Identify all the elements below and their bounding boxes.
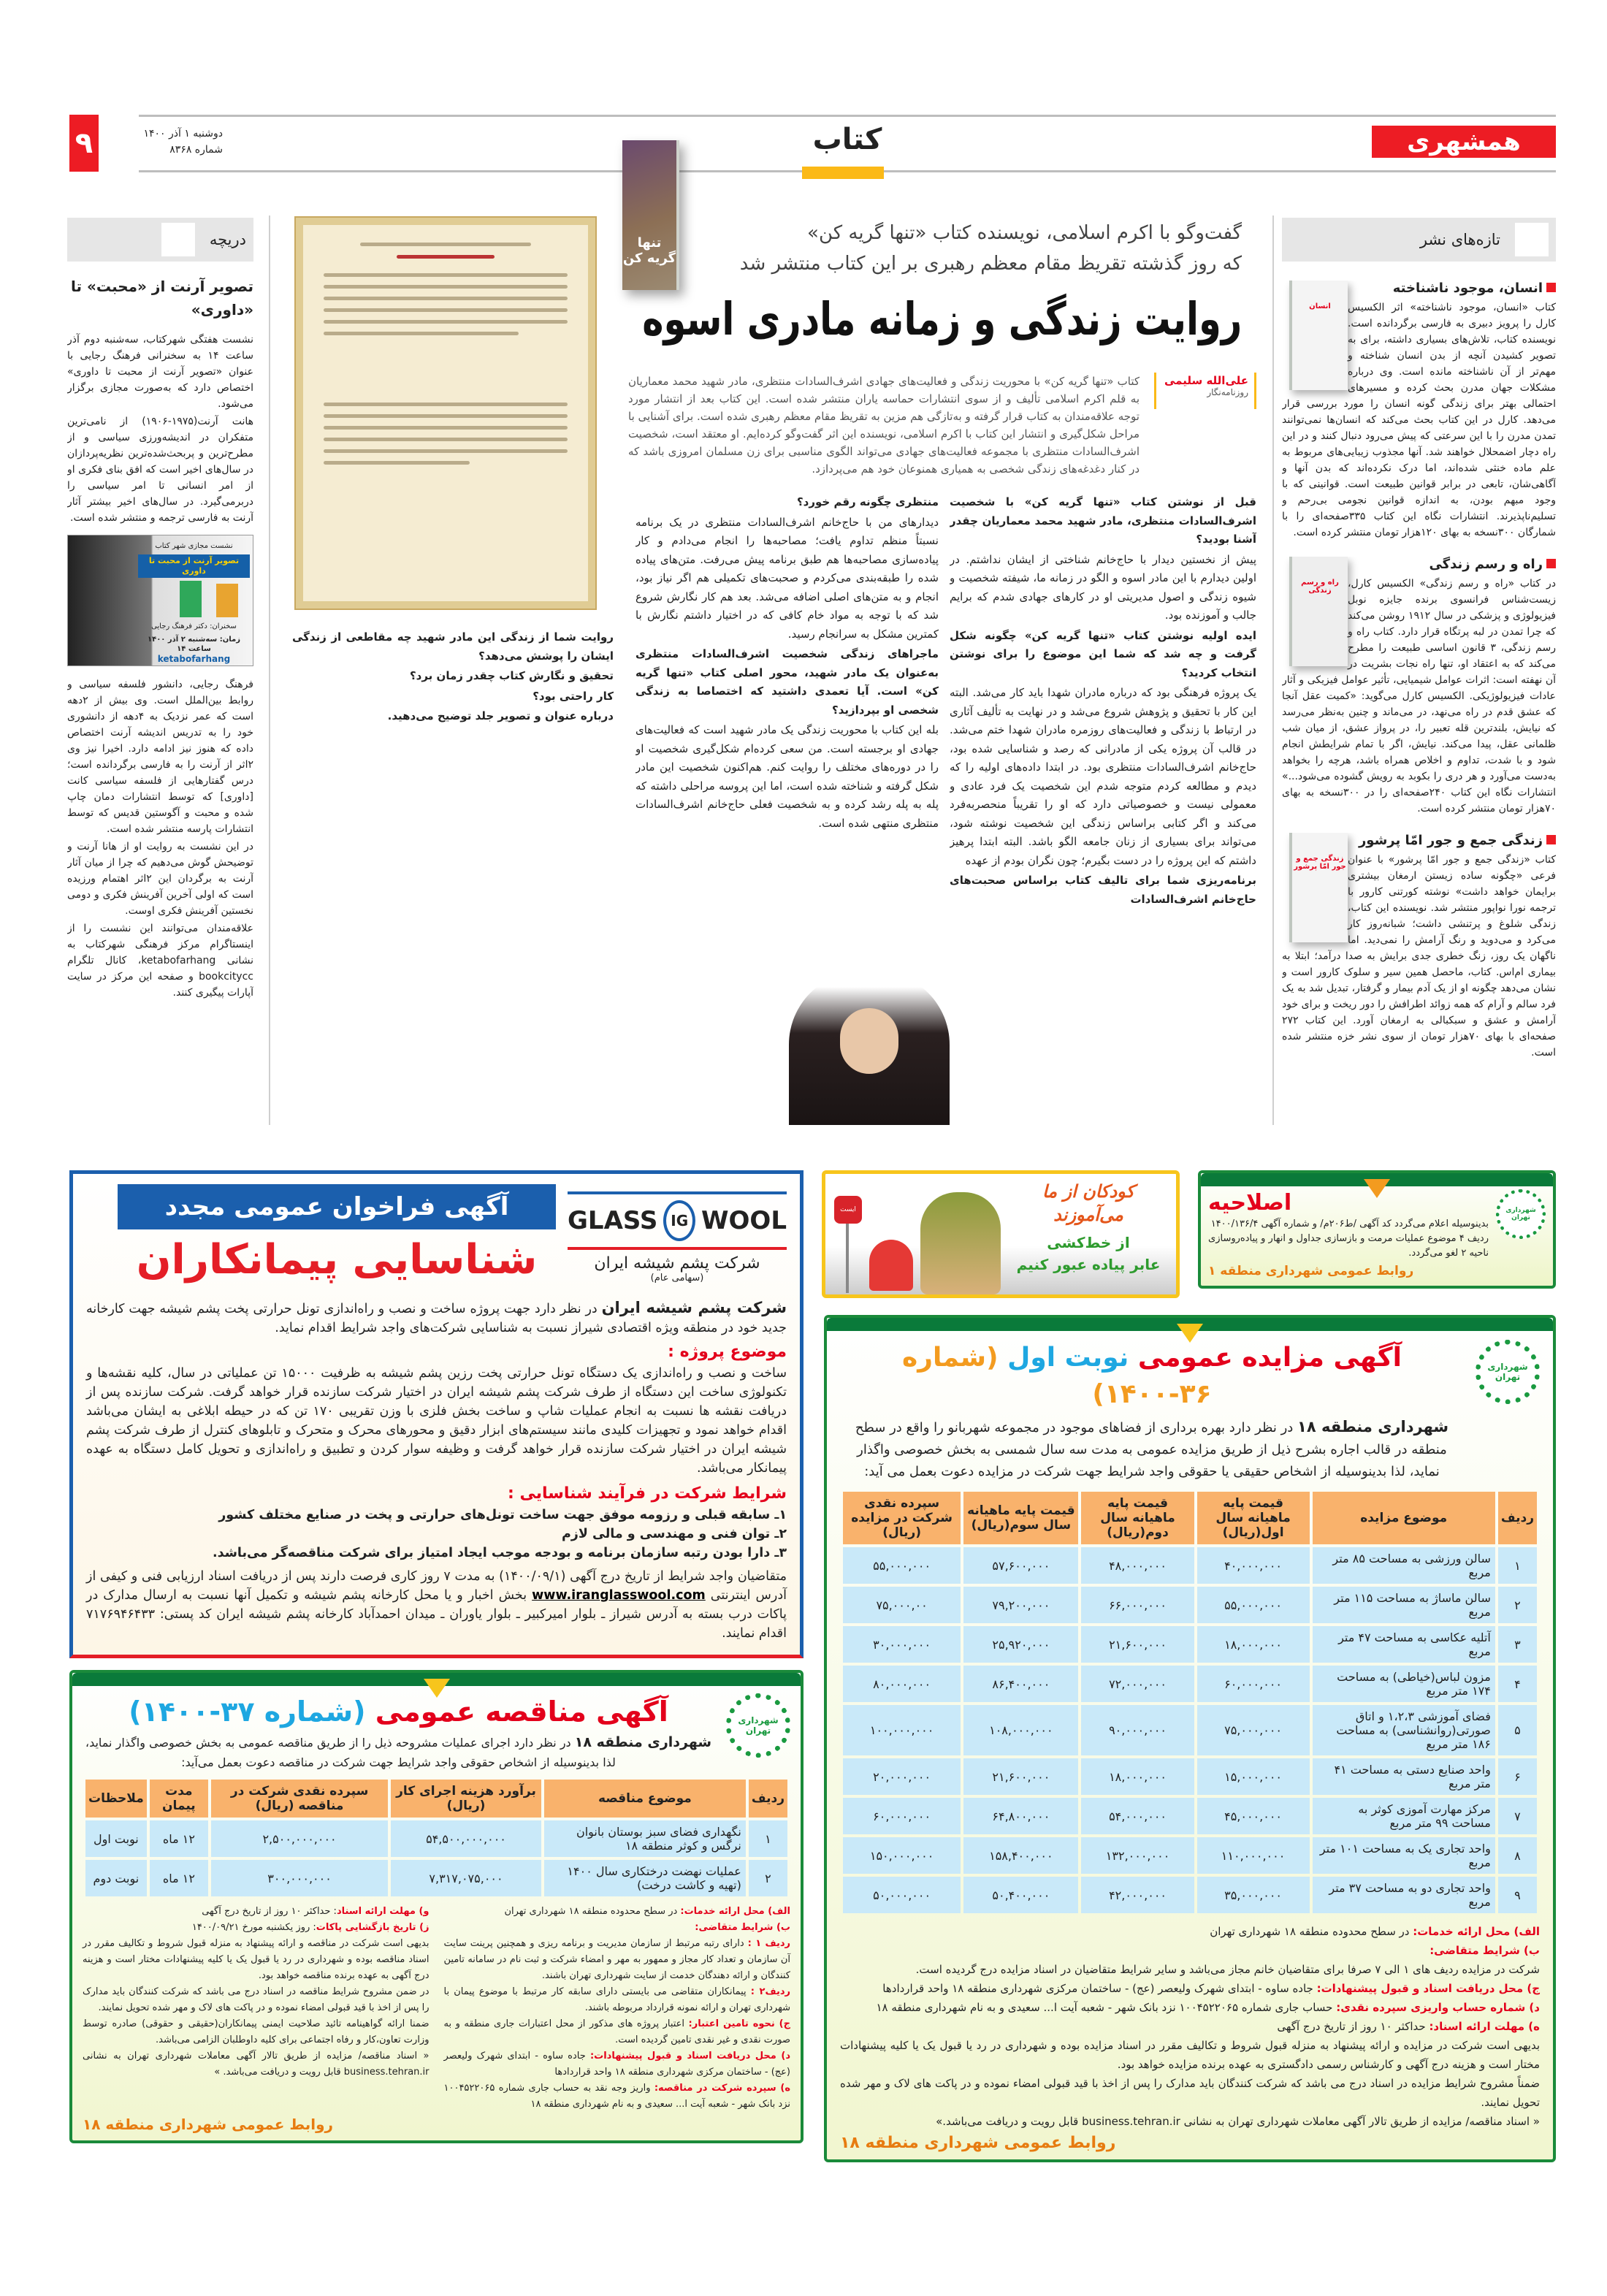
tender-header <box>83 1693 790 1772</box>
term-label: ه) سپرده شرکت در مناقصه: <box>654 2083 791 2094</box>
column-header: موضوع مناقصه <box>544 1780 746 1818</box>
auction-ad <box>824 1315 1556 2162</box>
book-cover-image <box>622 140 679 290</box>
tender-table <box>83 1777 790 1899</box>
book-cover-image <box>1289 833 1348 942</box>
column-header: موضوع مزایده <box>1313 1492 1495 1544</box>
title-part: (شماره ۳۶-۱۴۰۰) <box>902 1343 1212 1409</box>
interview-answer: یک پروژه فرهنگی بود که درباره مادران شهدا باید کار می‌شد. البته این کار با تحقیق و پژوهش شروع می‌شد و در نهایت به تألیف آثاری در ارتباط با زندگی و فعالیت‌های روزمره مادران شهدا ختم می‌شد. در قالب آن پروژه یکی از مادرانی که رصد و شناسایی شده بود، حاج‌خانم اشرف‌السادات منتظری بود. در ابتدا داده‌های اولیه را که دیدم و مطالعه کردم متوجه شدم این شخصیت یک فرد عادی و معمولی نیست و خصوصیاتی دارد که او را تقریباً منحصربه‌فرد می‌کند و اگر کتابی براساس زندگی این شخصیت نوشته شود، می‌تواند برای بسیاری از زنان جامعه الگو باشد. البته ابتدا پرهیز داشتم که این پروژه را در دست بگیرم؛ چون نگران بودم از عهده <box>950 686 1256 867</box>
title-part: آگهی مزایده عمومی <box>1137 1343 1402 1373</box>
term-label: د) شماره حساب واریزی سپرده نقدی: <box>1336 2001 1540 2014</box>
poster-title: تصویر آرنت از محبت تا داوری <box>138 554 250 578</box>
interview-question: کار راحتی بود؟ <box>533 689 614 703</box>
table-row <box>843 1547 1537 1584</box>
table-cell: نوبت دوم <box>85 1860 147 1896</box>
glass-ad-title-block <box>118 1184 556 1291</box>
table-cell: ۱۲ ماه <box>150 1860 208 1896</box>
kicker-line-2: که روز گذشته تقریظ مقام معظم رهبری بر این کتاب منتشر شد <box>739 253 1242 275</box>
table-cell: ۱۱۰,۰۰۰,۰۰۰ <box>1197 1837 1310 1874</box>
term-label: ب) شرایط متقاضی: <box>695 1922 790 1933</box>
auction-title <box>840 1340 1464 1413</box>
table-cell: ۴۰,۰۰۰,۰۰۰ <box>1197 1547 1310 1584</box>
column-header: ردیف <box>749 1780 787 1818</box>
glass-wool-logo <box>568 1191 787 1284</box>
table-cell: ۷ <box>1498 1798 1537 1834</box>
window-story-body <box>67 332 253 526</box>
conditions-list <box>86 1506 787 1563</box>
term-text: دارای رتبه مرتبط از سازمان مدیریت و برنامه ریزی و همچنین پرینت سایت آن سازمان و تعداد کار مجاز و ممهور به مهر و امضاء شرکت و ثبت نام در سامانه تامین کنندگان و ارائه دهندگان خدمت از سایت شهرداری تهران باشند. <box>443 1938 790 1981</box>
header-square-icon <box>1515 223 1549 256</box>
issue-date: دوشنبه ۱ آذر ۱۴۰۰ <box>143 128 223 140</box>
term-label: ب) شرایط متقاضی: <box>1429 1944 1540 1957</box>
term-item <box>840 2074 1540 2112</box>
book-description: کتاب «زندگی جمع و جور امّا پرشور» با عنوان فرعی «چگونه ساده زیستن ارمغان بیشتری برایمان خواهد داشت» نوشته کورتنی کارور با ترجمه نورا نواپور منتشر شد. نویسنده این کتاب، زندگی شلوغ و پرتنشی داشت؛ شبانه‌روز کار می‌کرد و می‌دوید و رنگ آرامش را نمی‌دید. اما ناگهان یک روز، زنگ خطری جدی برایش به صدا درآمد؛ ابتلا به بیماری ام‌اس. کتاب، ماحصل همین سیر و سلوک کارور است و نشان می‌دهد چگونه او از یک آدم بیمار و گرفتار، تبدیل شد به یک فرد سالم و آرام که همه زوائد اطرافش را دور ریخت و برای خود آرامش و عشق و سبکبالی به ارمغان آورد. این کتاب ۲۷۲ صفحه‌ای با بهای ۷۰هزار تومان از سوی نشر خزه منتشر شده است. <box>1282 854 1556 1059</box>
table-cell: ۳۰,۰۰۰,۰۰۰ <box>843 1626 961 1663</box>
term-item <box>83 1904 430 1920</box>
term-item <box>444 1904 791 1920</box>
page-number: ۹ <box>69 115 99 172</box>
term-label: د) محل دریافت اسناد و قبول پیشنهادات: <box>589 2051 790 2062</box>
table-cell: ۶۶,۰۰۰,۰۰۰ <box>1081 1587 1194 1623</box>
book-title[interactable]: زندگی جمع و جور امّا پرشور <box>1282 833 1556 849</box>
child-illustration <box>869 1240 913 1291</box>
window-box <box>67 218 253 1125</box>
column-header: سپرده نقدی شرکت در مزایده (ریال) <box>843 1492 961 1544</box>
table-cell: ۲,۵۰۰,۰۰۰,۰۰۰ <box>211 1820 388 1857</box>
term-item <box>840 1922 1540 1941</box>
poster-book-2 <box>180 581 202 617</box>
term-item <box>83 1936 430 1984</box>
table-cell: ۵۰,۴۰۰,۰۰۰ <box>963 1877 1078 1913</box>
book-cover-title: تنها گریه کن <box>622 235 676 266</box>
tender-terms <box>83 1904 790 2113</box>
condition-item: ۱ـ سابقه قبلی و رزومه موفق جهت ساخت تونل‌های حرارتی و پخت در صنایع مختلف کشور <box>218 1508 787 1522</box>
article-lead: کتاب «تنها گریه کن» با محوریت زندگی و فعالیت‌های جهادی اشرف‌السادات منتظری، مادر شهید محمد معماریان به قلم اکرم اسلامی تألیف و از سوی انتشارات حماسه یاران منتشر شده است. این کتاب بعد از انتشار مورد توجه علاقه‌مندان به کتاب قرار گرفته و به‌تازگی هم مزین به تقریظ مقام معظم رهبری شده است. برای آشنایی با مراحل شکل‌گیری و انتشار این کتاب با اکرم اسلامی، نویسنده این اثر گفت‌وگو کرده‌ایم. او معتقد است، شخصیت اشرف‌السادات منتظری با مجموعه فعالیت‌های جهادی می‌تواند الگوی مناسبی برای زن مسلمان امروزی باشد که در کنار دغدغه‌های زندگی شخصی به همیاری همنوعان خود هم می‌پردازد. <box>628 375 1140 476</box>
tender-intro <box>83 1733 714 1772</box>
municipality-seal-icon: شهرداری تهران <box>1496 1189 1546 1239</box>
intro-company: شرکت پشم شیشه ایران <box>601 1299 787 1316</box>
new-book-item <box>1282 281 1556 541</box>
table-cell: ۷۵,۰۰۰,۰۰۰ <box>1197 1705 1310 1755</box>
poster-time: زمان: سه‌شنبه ۲ آذر ۱۴۰۰ ساعت ۱۴ <box>148 636 240 653</box>
header-top-rule <box>139 115 1556 117</box>
paragraph: فرهنگ رجایی، دانشور فلسفه سیاسی و روابط بین‌الملل است. وی بیش از ۲دهه است که عمر نزدیک به ۴دهه از دانشوری خود را به تدریس اندیشه آرنت اختصاص داده که هنوز نیز ادامه دارد. اخیرا نیز وی ۲اثر از آرنت را به فارسی برگردانده است؛ درس گفتارهایی از فلسفه سیاسی کانت [داوری] که توسط انتشارات دمان چاپ شده و محبت و آگوستین قدیس که توسط انتشارات پارسه منتشر شده است. <box>67 679 253 835</box>
column-header: ملاحظات <box>85 1780 147 1818</box>
table-cell: سالن ماساژ به مساحت ۱۱۵ متر مربع <box>1313 1587 1495 1623</box>
article-headline-wrap <box>628 286 1242 356</box>
term-text: در سطح محدوده منطقه ۱۸ شهرداری تهران <box>1210 1925 1413 1938</box>
table-row <box>85 1860 787 1896</box>
term-item <box>840 1998 1540 2017</box>
paragraph: نشست هفتگی شهرکتاب، سه‌شنبه دوم آذر ساعت ۱۴ به سخنرانی فرهنگ رجایی با عنوان «تصویر آرنت از محبت تا داوری» اختصاص دارد که به‌صورت مجازی برگزار می‌شود. <box>67 334 253 410</box>
term-item <box>840 1941 1540 1960</box>
sign-pole <box>846 1224 849 1293</box>
ad-footer: روابط عمومی شهرداری منطقه ۱۸ <box>83 2116 334 2133</box>
poster-book-1 <box>216 584 238 617</box>
new-book-item <box>1282 557 1556 817</box>
new-books-box <box>1282 218 1556 1125</box>
municipality-seal-icon: شهرداری تهران <box>1476 1340 1540 1404</box>
company-type: (سهامی عام) <box>650 1273 704 1284</box>
table-cell: ۱۵,۰۰۰,۰۰۰ <box>1197 1758 1310 1795</box>
book-description: در کتاب «راه و رسم زندگی» الکسیس کارل، زیست‌شناس فرانسوی برنده جایزه نوبل فیزیولوژی و پزشکی در سال ۱۹۱۲ روشن می‌کند که چرا تمدن در لبه پرتگاه قرار دارد. کتاب راه و رسم زندگی، ۳ قانون اساسی طبیعت را مطرح می‌کند که به اعتقاد او، تنها راه نجات بشریت در آن نهفته است: اثرات عوامل شیمیایی، تأثیر عوامل فیزیکی و آثار عادات فیزیولوژیکی. الکسیس کارل می‌گوید: «کمیت عقل آنجا که عشق قدم در راه می‌نهد، در می‌ماند و چنین به‌نظر می‌رسد که نیایش، بلندترین قله تعبیر را، در پرواز عشق، از میان شب ظلمانی عقل، پیدا می‌کند. نیایش، اگر با تمام شرایطش انجام شود و با شدت، تداوم و اخلاص همراه باشد، هرچه را بخواهد به‌دست می‌آورد و هر دری را بکوبد به رویش گشوده می‌شود...» انتشارات نگاه این کتاب ۲۴۰صفحه‌ای را در ۳۰۰نسخه به بهای ۷۰هزار تومان منتشر کرده است. <box>1282 578 1556 815</box>
intro-text: در نظر دارد اجرای عملیات مشروحه ذیل را از طریق مناقصه عمومی به بخش خصوصی واگذار نماید، لذا بدینوسیله از اشخاص حقوقی واجد شرایط جهت شرکت در مناقصه دعوت بعمل می‌آید: <box>85 1736 616 1769</box>
term-text: حساب جاری شماره ۱۰۰۴۵۲۲۰۶۵ نزد بانک شهر - شعبه آیت ا... سعیدی و به نام شهرداری منطقه ۱۸ <box>876 2001 1337 2014</box>
term-text: پیمانکاران متقاضی می بایستی دارای سابقه کار مرتبط با موضوع پیمان با شهرداری تهران و ارائه نمونه قرارداد مربوطه باشند. <box>443 1986 790 2013</box>
table-row <box>843 1758 1537 1795</box>
article-column-1 <box>950 493 1256 1125</box>
term-label: ج) نحوه تامین اعتبار: <box>688 2018 790 2029</box>
table-cell: واحد تجاری دو به مساحت ۳۷ متر مربع <box>1313 1877 1495 1913</box>
term-label: ه) مهلت ارائه اسناد: <box>1429 2020 1540 2033</box>
closing-text: متقاضیان واجد شرایط از تاریخ درج آگهی (۱۴۰۰/۰۹/۱) به مدت ۷ روز کاری فرصت دارند پس از دریافت اسناد ارزیابی فنی و کیفی از آدرس اینترنتی <box>86 1569 787 1603</box>
term-item <box>444 1984 791 2016</box>
face-shape <box>840 1008 898 1074</box>
term-label: ج) محل دریافت اسناد و قبول پیشنهادات: <box>1316 1982 1540 1995</box>
table-cell: ۱۸,۰۰۰,۰۰۰ <box>1197 1626 1310 1663</box>
ad-footer: روابط عمومی شهرداری منطقه ۱ <box>1208 1264 1414 1278</box>
glass-ad-header <box>86 1184 787 1291</box>
table-cell: ۳۰۰,۰۰۰,۰۰۰ <box>211 1860 388 1896</box>
book-cover-title: انسان <box>1309 302 1331 310</box>
table-row <box>85 1820 787 1857</box>
table-cell: ۶۴,۸۰۰,۰۰۰ <box>963 1798 1078 1834</box>
poster-speaker: سخنران: دکتر فرهنگ رجایی <box>151 622 237 630</box>
book-cover-title: راه و رسم زندگی <box>1301 579 1339 595</box>
interview-question: منتظری چگونه رقم خورد؟ <box>796 495 939 508</box>
column-divider <box>269 216 270 1125</box>
table-cell: ۱۸,۰۰۰,۰۰۰ <box>1081 1758 1194 1795</box>
term-item <box>444 2016 791 2048</box>
table-cell: ۱۰۰,۰۰۰,۰۰۰ <box>843 1705 961 1755</box>
book-cover-image <box>1289 557 1348 666</box>
term-item <box>444 2048 791 2080</box>
term-text: در ضمن مشروح شرایط مناقصه در اسناد درج می باشد که شرکت کنندگان باید مدارک را پس از اخذ با قید قبولی امضاء نموده و در پاکت های لاک و مهر شده تحویل نمایند. <box>83 1986 430 2013</box>
paragraph: در این نشست به روایت او از هانا آرنت و توضیحش گوش می‌دهیم که چرا از میان آثار آرنت به برگردان این ۲اثر اهتمام ورزیده است که اولی آخرین آفرینش فکری و دومی نخستین آفرینش فکری اوست. <box>67 841 253 917</box>
tender-ad <box>69 1670 804 2143</box>
parent-illustration <box>920 1192 1001 1294</box>
term-item <box>83 1920 430 1936</box>
interview-question: برنامه‌ریزی شما برای تالیف کتاب براساس صحبت‌های حاج‌خانم اشرف‌السادات <box>950 874 1256 906</box>
table-cell: ۴۵,۰۰۰,۰۰۰ <box>1197 1798 1310 1834</box>
table-cell: ۷,۳۱۷,۰۷۵,۰۰۰ <box>391 1860 541 1896</box>
ad-text <box>1008 1180 1169 1275</box>
table-cell: ۸۶,۴۰۰,۰۰۰ <box>963 1666 1078 1702</box>
term-item <box>840 2036 1540 2074</box>
triangle-marker-icon <box>1177 1324 1203 1343</box>
term-item <box>840 2112 1540 2131</box>
conditions-heading: شرایط شرکت در فرآیند شناسایی : <box>507 1484 787 1503</box>
column-header: قیمت پایه ماهیانه سال اول(ریال) <box>1197 1492 1310 1544</box>
table-cell: ۵۵,۰۰۰,۰۰۰ <box>1197 1587 1310 1623</box>
term-text: بدیهی است شرکت در مزایده و ارائه پیشنهاد به منزله قبول شروط و تکالیف مقرر در اسناد مزایده بوده و شهرداری در رد یا قبول یک یا کلیه پیشنهادات مختار است و هزینه درج آگهی و کارشناس رسمی دادگستری به عهده برنده مزایده خواهد بود. <box>840 2039 1540 2071</box>
kicker-line-1: گفت‌وگو با اکرم اسلامی، نویسنده کتاب «تنها گریه کن» <box>807 222 1242 244</box>
table-cell: ۴۲,۰۰۰,۰۰۰ <box>1081 1877 1194 1913</box>
table-cell: ۱۳۲,۰۰۰,۰۰۰ <box>1081 1837 1194 1874</box>
auction-intro <box>840 1416 1464 1483</box>
interview-answer: پیش از نخستین دیدار با حاج‌خانم شناختی از ایشان نداشتم. در اولین دیدارم با این مادر اسوه و الگو در زمانه ما، شیفته شخصیت و شیوه زندگی و اصول مدیریتی او در کارهای جهادی شدم که برایم جالب و آموزنده بود. <box>950 552 1256 622</box>
article-column-2 <box>635 493 939 968</box>
book-cover-image <box>1289 281 1348 390</box>
interview-question: قبل از نوشتن کتاب «تنها گریه کن» با شخصیت اشرف‌السادات منتظری، مادر شهید محمد معماریان چقدر آشنا بودید؟ <box>950 495 1256 546</box>
ad-title: اصلاحیه <box>1208 1190 1292 1216</box>
table-row <box>843 1798 1537 1834</box>
article-headline: روایت زندگی و زمانه مادری اسوه <box>641 292 1242 346</box>
table-cell: عملیات نهضت درختکاری سال ۱۴۰۰ (تهیه و کاشت درخت) <box>544 1860 746 1896</box>
term-label: ز) تاریخ بازگشایی پاکات <box>316 1922 430 1933</box>
left-ad-stack <box>69 1170 804 2143</box>
tender-terms-left <box>83 1904 430 2113</box>
table-cell: ۴۸,۰۰۰,۰۰۰ <box>1081 1547 1194 1584</box>
article-column-3 <box>292 628 614 1125</box>
intro-text: در نظر دارد جهت پروژه ساخت و نصب و راه‌اندازی تونل حرارتی پخت پشم شیشه جهت کارخانه جدید خود در منطقه ویژه اقتصادی شیراز نسبت به شناسایی شرکت‌های واجد شرایط اقدام نماید. <box>86 1302 787 1335</box>
term-text: « اسناد مناقصه/ مزایده از طریق تالار آگهی معاملات شهرداری تهران به نشانی business.tehran.ir قابل رویت و دریافت می‌باشد.» <box>936 2115 1540 2128</box>
table-cell: واحد صنایع دستی به مساحت ۴۱ متر مربع <box>1313 1758 1495 1795</box>
term-label: الف) محل ارائه خدمات: <box>680 1906 790 1917</box>
intro-bold: شهرداری منطقه ۱۸ <box>574 1734 712 1750</box>
term-item <box>840 2017 1540 2036</box>
interview-question: تحقیق و نگارش کتاب چقدر زمان برد؟ <box>409 669 614 682</box>
section-accent-bar <box>802 167 884 179</box>
table-cell: نگهداری فضای سبز بوستان بانوان نرگس و کوثر منطقه ۱۸ <box>544 1820 746 1857</box>
logo-text-glass: GLASS <box>568 1206 658 1235</box>
table-cell: سالن ورزشی به مساحت ۸۵ متر مربع <box>1313 1547 1495 1584</box>
interview-question: ایده اولیه نوشتن کتاب «تنها گریه کن» چگونه شکل گرفت و چه شد که شما این موضوع را برای نوشتن انتخاب کردید؟ <box>950 628 1256 679</box>
table-cell: ۳ <box>1498 1626 1537 1663</box>
table-cell: ۷۲,۰۰۰,۰۰۰ <box>1081 1666 1194 1702</box>
table-cell: ۱۲ ماه <box>150 1820 208 1857</box>
table-cell: ۹۰,۰۰۰,۰۰۰ <box>1081 1705 1194 1755</box>
condition-item: ۳ـ دارا بودن رتبه سازمان برنامه و بودجه موجب ایجاد امتیاز برای شرکت مناقصه‌گر می‌باشد. <box>212 1546 787 1560</box>
triangle-marker-icon <box>1364 1179 1390 1198</box>
poster-instagram: ketabofarhang <box>157 654 231 664</box>
term-text: : روز یکشنبه مورخ ۱۴۰۰/۰۹/۲۱ <box>191 1922 316 1933</box>
table-cell: ۵۷,۶۰۰,۰۰۰ <box>963 1547 1078 1584</box>
interview-answer: بله این کتاب با محوریت زندگی یک مادر شهید است که فعالیت‌های جهادی او برجسته است. من سعی کرده‌ام شکل‌گیری شخصیت او را در دوره‌های مختلف را روایت کنم. هم‌اکنون شخصیت این مادر شکل گرفته و شناخته شده است، اما این پروسه مراحلی داشته که پله به پله رشد کرده و به شخصیت فعلی حاج‌خانم اشرف‌السادات منتظری منتهی شده است. <box>635 723 939 830</box>
window-story-body-2 <box>67 676 253 1001</box>
book-cover-title: زندگی جمع و جور امّا پرشور <box>1294 855 1346 871</box>
column-header: مدت پیمان <box>150 1780 208 1818</box>
company-website-link[interactable]: www.iranglasswool.com <box>532 1588 706 1603</box>
logo-text-wool: WOOL <box>701 1206 787 1235</box>
triangle-marker-icon <box>424 1679 450 1698</box>
term-text: اعتبار پروژه های مذکور از محل اعتبارات جاری منطقه و به صورت نقدی و غیر نقدی تامین گردیده است. <box>443 2018 790 2045</box>
table-cell: ۵۴,۵۰۰,۰۰۰,۰۰۰ <box>391 1820 541 1857</box>
term-label: ردیف ۱ : <box>747 1938 791 1949</box>
column-header: قیمت پایه ماهیانه سال سوم(ریال) <box>963 1492 1078 1544</box>
table-cell: ۸ <box>1498 1837 1537 1874</box>
section-title: کتاب <box>812 123 882 156</box>
table-cell: ۶۰,۰۰۰,۰۰۰ <box>843 1798 961 1834</box>
term-item <box>83 2048 430 2080</box>
ad-title: کودکان از ما می‌آموزند <box>1042 1181 1134 1225</box>
table-cell: ۵۰,۰۰۰,۰۰۰ <box>843 1877 961 1913</box>
window-story-title: تصویر آرنت از «محبت» تا «داوری» <box>71 278 253 319</box>
header-square-icon <box>161 223 195 256</box>
table-row <box>843 1837 1537 1874</box>
table-cell: ۶۰,۰۰۰,۰۰۰ <box>1197 1666 1310 1702</box>
term-text: جاده ساوه - ابتدای شهرک ولیعصر (عج) - ساختمان مرکزی شهرداری منطقه ۱۸ واحد قراردادها <box>882 1982 1317 1995</box>
ad-line: عابر پیاده عبور کنیم <box>1016 1256 1161 1273</box>
column-header: قیمت پایه ماهیانه سال دوم(ریال) <box>1081 1492 1194 1544</box>
table-cell: ۱۵۸,۴۰۰,۰۰۰ <box>963 1837 1078 1874</box>
ad-banner: آگهی فراخوان عمومی مجدد <box>118 1184 556 1229</box>
glass-wool-ad <box>69 1170 804 1658</box>
term-text: : حداکثر ۱۰ روز از تاریخ درج آگهی <box>202 1906 337 1917</box>
table-cell: واحد تجاری یک به مساحت ۱۰۱ متر مربع <box>1313 1837 1495 1874</box>
table-cell: ۹ <box>1498 1877 1537 1913</box>
term-text: ضمناً مشروح شرایط مزایده در اسناد درج می باشد که شرکت کنندگان باید مدارک را پس از اخذ با قید قبولی امضاء نموده و در پاکت های لاک و مهر شده تحویل نمایند. <box>840 2077 1540 2109</box>
table-cell: ۲ <box>1498 1587 1537 1623</box>
table-cell: ۵۴,۰۰۰,۰۰۰ <box>1081 1798 1194 1834</box>
ad-line: از خط‌کشی <box>1047 1234 1130 1251</box>
term-item <box>840 1979 1540 1998</box>
condition-item: ۲ـ توان فنی و مهندسی و مالی لازم <box>561 1527 787 1541</box>
table-cell: ۳۵,۰۰۰,۰۰۰ <box>1197 1877 1310 1913</box>
table-cell: فضای آموزشی ۱،۲،۳ و اتاق صورتی(روانشناسی) به مساحت ۱۸۶ متر مربع <box>1313 1705 1495 1755</box>
correction-body <box>1208 1189 1546 1261</box>
window-box-header <box>67 218 253 262</box>
tender-terms-right <box>444 1904 791 2113</box>
term-text: « اسناد مناقصه/ مزایده از طریق تالار آگهی معاملات شهرداری تهران به نشانی business.tehran.ir قابل رویت و دریافت می‌باشد. » <box>83 2051 430 2078</box>
auction-header <box>840 1340 1540 1483</box>
intro-text: در نظر دارد بهره برداری از فضاهای موجود در مجموعه شهربانو را واقع در سطح منطقه در قالب اجاره بشرح ذیل از طریق مزایده عمومی به مدت سه سال شمسی به بخش خصوصی واگذار نماید، لذا بدینوسیله از اشخاص حقیقی یا حقوقی واجد شرایط جهت شرکت در مزایده دعوت بعمل می آید: <box>855 1420 1447 1479</box>
term-text: در سطح محدوده منطقه ۱۸ شهرداری تهران <box>504 1906 681 1917</box>
term-label: ردیف۲ : <box>750 1986 790 1997</box>
term-label: الف) محل ارائه خدمات: <box>1413 1925 1540 1938</box>
table-header-row <box>85 1780 787 1818</box>
stop-sign-icon: ایست <box>834 1196 862 1224</box>
event-poster <box>67 535 253 666</box>
subject-text: ساخت و نصب و راه‌اندازی یک دستگاه تونل حرارتی پخت رزین پشم شیشه به ظرفیت ۱۵۰۰۰ تن عملیاتی در سال، کلیه نقشه‌ها و تکنولوژی ساخت این دستگاه از طرف شرکت پشم شیشه ایران در اختیار شرکت سازنده قرار خواهد گرفت. شرکت سازنده پس از دریافت نقشه ها نسبت به انجام عملیات شاپ و ساخت بخش فلزی با وزن تقریبی ۱۷۰ تن که در حیطه ابلاغی به ایشان می‌باشد اقدام خواهد نمود و تجهیزات کلیدی مانند سیستم‌های ابزار دقیق و محورهای محرک و متحرک و تابلوهای کنترل از طرف شرکت پشم شیشه ایران در اختیار شرکت سازنده قرار خواهد گرفت و وظیفه سوار کردن و تطبیق و راه‌اندازی و تحویل کامل دستگاه به عهده پیمانکار می‌باشد. <box>86 1366 787 1476</box>
new-books-title: تازه‌های نشر <box>1419 231 1500 248</box>
table-cell: ۱۵۰,۰۰۰,۰۰۰ <box>843 1837 961 1874</box>
poster-top: نشست مجازی شهر کتاب <box>155 542 233 550</box>
table-cell: مزون لباس(خیاطی) به مساحت ۱۷۴ متر مربع <box>1313 1666 1495 1702</box>
new-books-header <box>1282 218 1556 262</box>
table-cell: آتلیه عکاسی به مساحت ۴۷ متر مربع <box>1313 1626 1495 1663</box>
term-label: و) مهلت ارائه اسناد <box>336 1906 430 1917</box>
tender-title <box>83 1693 714 1730</box>
term-item <box>444 2080 791 2113</box>
table-cell: ۱ <box>749 1820 787 1857</box>
leader-endorsement-letter-image <box>296 218 595 609</box>
term-item <box>444 1920 791 1936</box>
traffic-safety-ad <box>822 1170 1180 1298</box>
interview-answer: دیدارهای من با حاج‌خانم اشرف‌السادات منتظری در یک برنامه نسبتاً منظم تداوم یافت؛ مصاحبه‌ها را انجام می‌دادم و کار پیاده‌سازی مصاحبه‌ها هم طبق برنامه پیش می‌رفت. متن‌های پیاده شده را طبقه‌بندی می‌کردم و صحبت‌های تکمیلی هم اگر نیاز بود، انجام و به متن‌های اصلی اضافه می‌شد. بعد هم کار نگارش شروع شد که با توجه به مواد خام کافی که در اختیار داشتم نگارش با کمترین مشکل به سرانجام رسید. <box>635 515 939 641</box>
table-cell: ۲۰,۰۰۰,۰۰۰ <box>843 1758 961 1795</box>
table-row <box>843 1705 1537 1755</box>
term-item <box>840 1960 1540 1979</box>
table-cell: نوبت اول <box>85 1820 147 1857</box>
table-cell: ۲ <box>749 1860 787 1896</box>
term-item <box>83 2016 430 2048</box>
table-row <box>843 1877 1537 1913</box>
table-header-row <box>843 1492 1537 1544</box>
new-book-item <box>1282 833 1556 1061</box>
term-text: ضمنا ارائه گواهینامه تائید صلاحیت ایمنی پیمانکاران(حقیقی و حقوقی) صادره توسط وزارت تعاون،کار و رفاه اجتماعی برای کلیه داوطلبان الزامی می‌باشد. <box>83 2018 430 2045</box>
column-header: سپرده نقدی شرکت در مناقصه (ریال) <box>211 1780 388 1818</box>
column-header: ردیف <box>1498 1492 1537 1544</box>
ad-text: بدینوسیله اعلام می‌گردد کد آگهی /ط۲۰۶م/ و شماره آگهی ۱۴۰۰/۱۳۶/۴ ردیف ۴ موضوع عملیات مرمت و بازسازی جداول و انهار و پیاده‌روسازی ناحیه ۲ لغو می‌گردد. <box>1208 1218 1489 1259</box>
interview-question: روایت شما از زندگی این مادر شهید چه مقاطعی از زندگی ایشان را پوشش می‌دهد؟ <box>292 630 614 663</box>
ad-title: شناسایی پیمانکاران <box>136 1236 538 1284</box>
newspaper-logo[interactable]: همشهری <box>1372 126 1556 158</box>
auction-terms <box>840 1922 1540 2131</box>
column-header: برآورد هزینه اجرای کار (ریال) <box>391 1780 541 1818</box>
book-description: کتاب «انسان، موجود ناشناخته» اثر الکسیس کارل را پرویز دبیری به فارسی برگردانده است. نویسنده کتاب، تلاش‌های بسیاری داشته، برای به تصویر کشیدن آنچه از بدن انسان شناخته و مهم‌تر از آن ناشناخته مانده است. وی درباره مشکلات جهان مدرن بحث کرده و مسیرهای احتمالی بهتر برای زندگی گونه انسان را مورد بررسی قرار می‌دهد. کارل در این کتاب بحث می‌کند که انسان‌ها نمی‌توانند تمدن مدرن را با این سرعتی که پیش می‌رود دنبال کنند و در این راه دچار اضمحلال خواهند شد. آنها مجذوب زیبایی‌های مربوط به علم ماده خنثی شده‌اند، اما درک نکرده‌اند که بدن آنها و آگاهی‌شان، تابعی در برابر قوانین طبیعت است. قوانینی که با وجود مبهم بودن، به اندازه قوانین نجومی بی‌رحم و تسلیم‌ناپذیرند. انتشارات نگاه این کتاب ۳۳۵صفحه‌ای را با شمارگان ۳۰۰نسخه به بهای ۱۲۰هزار تومان منتشر کرده است. <box>1282 302 1556 538</box>
title-part: (شماره ۳۷-۱۴۰۰) <box>129 1696 366 1728</box>
title-part: آگهی مناقصه عمومی <box>375 1696 668 1728</box>
logo-mark-icon: IG <box>663 1200 695 1241</box>
column-divider <box>1272 216 1274 1125</box>
subject-heading: موضوع پروژه : <box>668 1343 787 1361</box>
table-cell: ۶ <box>1498 1758 1537 1795</box>
ad-body <box>86 1298 787 1643</box>
issue-info <box>135 126 223 158</box>
term-text: جاده ساوه - ابتدای شهرک ولیعصر (عج) - ساختمان مرکزی شهرداری منطقه ۱۸ واحد قراردادها <box>443 2051 790 2078</box>
book-title[interactable]: انسان، موجود ناشناخته <box>1282 281 1556 297</box>
term-item <box>83 1984 430 2016</box>
table-cell: ۷۹,۲۰۰,۰۰۰ <box>963 1587 1078 1623</box>
table-cell: ۷۵,۰۰۰,۰۰ <box>843 1587 961 1623</box>
window-box-title: دریچه <box>209 231 246 248</box>
table-cell: ۵ <box>1498 1705 1537 1755</box>
paragraph: علاقه‌مندان می‌توانند این نشست را از اینستاگرام مرکز فرهنگی شهرکتاب به نشانی ketabofarhang، کانال تلگرام bookcitycc و صفحه این مرکز در سایت آپارات پیگیری کنند. <box>67 923 253 999</box>
article-kicker <box>701 218 1242 279</box>
interview-question: ماجراهای زندگی شخصیت اشرف‌السادات منتظری به‌عنوان یک مادر شهید، محور اصلی کتاب «تنها گریه کن» است. آیا تعمدی داشتید که اختصاصا به زندگی شخصی او بپردازید؟ <box>635 647 939 717</box>
term-text: بدیهی است شرکت در مناقصه و ارائه پیشنهاد به منزله قبول شروط و تکالیف مقرر در اسناد مناقصه بوده و شهرداری در رد یا قبول یک یا کلیه پیشنهادات مختار است و هزینه درج آگهی به عهده برنده مناقصه خواهد بود. <box>83 1938 430 1981</box>
table-cell: ۸۰,۰۰۰,۰۰۰ <box>843 1666 961 1702</box>
term-text: شرکت در مزایده ردیف های ۱ الی ۷ صرفا برای متقاضیان خانم مجاز می‌باشد و سایر شرایط متقاضیان در اسناد مزایده درج گردیده است. <box>915 1963 1540 1976</box>
auction-table <box>840 1489 1540 1916</box>
table-cell: ۲۱,۶۰۰,۰۰۰ <box>1081 1626 1194 1663</box>
correction-ad <box>1198 1170 1556 1289</box>
table-cell: ۵۵,۰۰۰,۰۰۰ <box>843 1547 961 1584</box>
municipality-seal-icon: شهرداری تهران <box>726 1693 790 1758</box>
table-cell: ۴ <box>1498 1666 1537 1702</box>
company-name: شرکت پشم شیشه ایران <box>594 1254 760 1273</box>
term-text: واریز وجه نقد به حساب جاری شماره ۱۰۰۴۵۲۲۰۶۵ نزد بانک شهر - شعبه آیت ا... سعیدی و به نام شهرداری منطقه ۱۸ <box>443 2083 790 2110</box>
author-name: علی‌الله سلیمی <box>1164 374 1248 387</box>
table-cell: ۲۱,۶۰۰,۰۰۰ <box>963 1758 1078 1795</box>
title-part: نوبت اول <box>1007 1343 1129 1373</box>
table-cell: ۲۵,۹۲۰,۰۰۰ <box>963 1626 1078 1663</box>
term-item <box>444 1936 791 1984</box>
interview-question: درباره عنوان و تصویر جلد توضیح می‌دهید. <box>387 709 614 722</box>
table-cell: ۱۰۸,۰۰۰,۰۰۰ <box>963 1705 1078 1755</box>
book-title[interactable]: راه و رسم زندگی <box>1282 557 1556 573</box>
ad-footer: روابط عمومی شهرداری منطقه ۱۸ <box>840 2134 1116 2152</box>
table-cell: ۱ <box>1498 1547 1537 1584</box>
table-row <box>843 1587 1537 1623</box>
intro-bold: شهرداری منطقه ۱۸ <box>1297 1418 1449 1435</box>
interviewee-photo <box>789 972 950 1125</box>
paragraph: هانت آرنت(۱۹۷۵-۱۹۰۶) از نامی‌ترین متفکران در اندیشه‌ورزی سیاسی و از مطرح‌ترین و پربحث‌شده‌ترین نظریه‌پردازان در سال‌های اخیر است که افق بنای فکری او از امر انسانی تا امر سیاسی را دربرمی‌گیرد. در سال‌های اخیر بیشتر آثار آرنت به فارسی ترجمه و منتشر شده است. <box>67 416 253 524</box>
issue-number: شماره ۸۳۶۸ <box>169 144 223 156</box>
closing-text: بخش اخبار و یا محل کارخانه پشم شیشه و تکمیل آنها نسبت به ارسال مدارک در پاکات درب بسته به آدرس شیراز ـ بلوار امیرکبیر ـ بلوار یاوران ـ میدان احمدآباد کارخانه پشم شیشه ایران کد پستی: ۷۱۷۶۹۴۶۴۳۳ اقدام نمایند. <box>86 1588 787 1641</box>
table-cell: مرکز مهارت آموزی کوثر به مساحت ۹۹ متر مربع <box>1313 1798 1495 1834</box>
table-row <box>843 1666 1537 1702</box>
table-row <box>843 1626 1537 1663</box>
term-text: حداکثر ۱۰ روز از تاریخ درج آگهی <box>1277 2020 1429 2033</box>
author-role: روزنامه‌نگار <box>1207 387 1248 397</box>
